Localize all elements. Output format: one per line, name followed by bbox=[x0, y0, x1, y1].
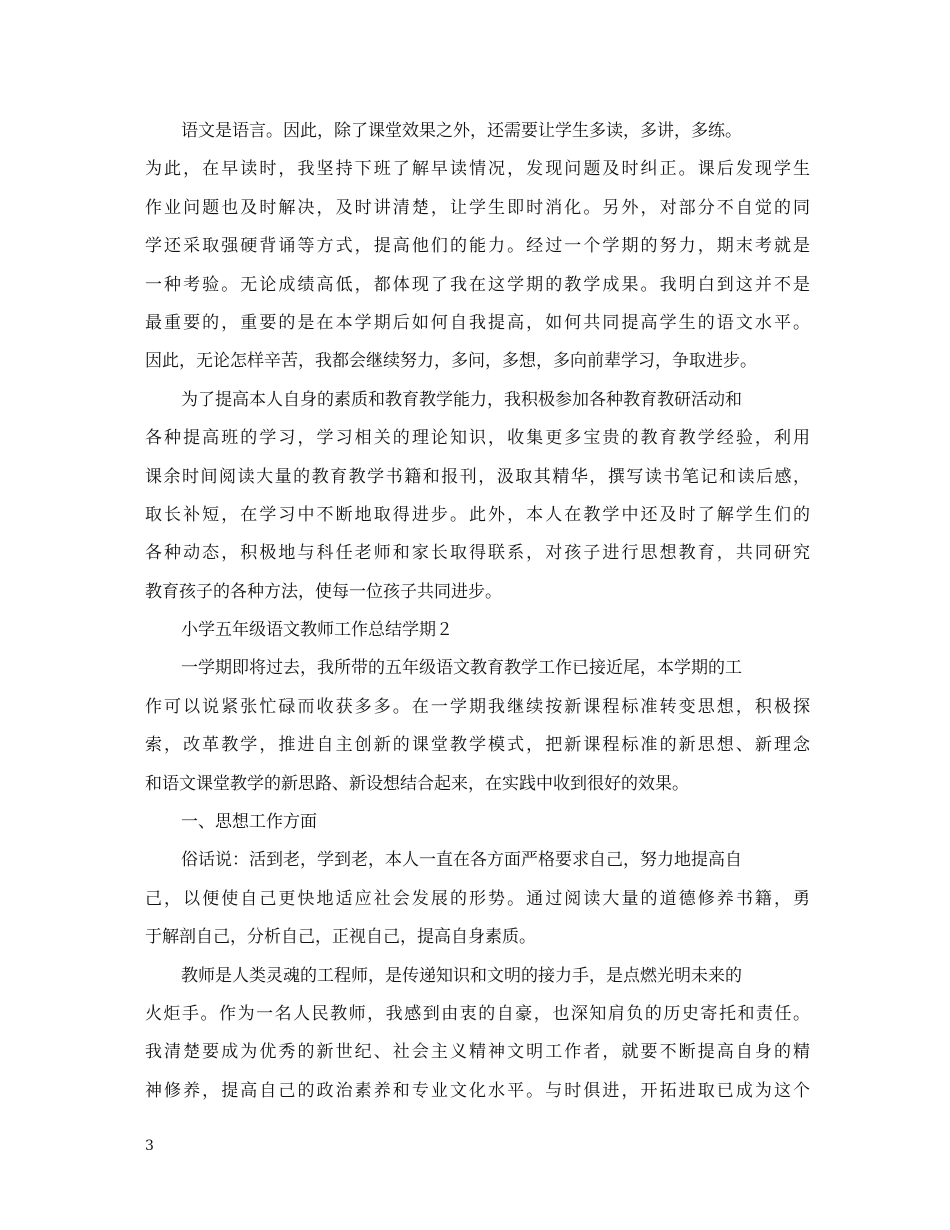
paragraph-first-line: 教师是人类灵魂的工程师，是传递知识和文明的接力手，是点燃光明未来的 bbox=[181, 965, 742, 986]
paragraph-line: 因此，无论怎样辛苦，我都会继续努力，多问，多想，多向前辈学习，争取进步。 bbox=[145, 351, 757, 372]
paragraph-line: 取长补短，在学习中不断地取得进步。此外，本人在教学中还及时了解学生们的 bbox=[145, 504, 810, 525]
paragraph-line: 各种动态，积极地与科任老师和家长取得联系，对孩子进行思想教育，共同研究 bbox=[145, 543, 810, 564]
paragraph-line: 一种考验。无论成绩高低，都体现了我在这学期的教学成果。我明白到这并不是 bbox=[145, 274, 810, 295]
paragraph-line: 作业问题也及时解决，及时讲清楚，让学生即时消化。另外，对部分不自觉的同 bbox=[145, 197, 810, 218]
page-number: 3 bbox=[145, 1138, 154, 1154]
paragraph-line: 教育孩子的各种方法，使每一位孩子共同进步。 bbox=[145, 581, 502, 602]
paragraph-line: 神修养，提高自己的政治素养和专业文化水平。与时俱进，开拓进取已成为这个 bbox=[145, 1080, 810, 1101]
paragraph-line: 我清楚要成为优秀的新世纪、社会主义精神文明工作者，就要不断提高自身的精 bbox=[145, 1042, 810, 1063]
section-title: 小学五年级语文教师工作总结学期２ bbox=[181, 620, 453, 641]
paragraph-line: 己，以便使自己更快地适应社会发展的形势。通过阅读大量的道德修养书籍，勇 bbox=[145, 888, 810, 909]
paragraph-line: 学还采取强硬背诵等方式，提高他们的能力。经过一个学期的努力，期末考就是 bbox=[145, 236, 810, 257]
paragraph-first-line: 为了提高本人自身的素质和教育教学能力，我积极参加各种教育教研活动和 bbox=[181, 389, 742, 410]
paragraph-first-line: 一学期即将过去，我所带的五年级语文教育教学工作已接近尾，本学期的工 bbox=[181, 658, 742, 679]
paragraph-line: 索，改革教学，推进自主创新的课堂教学模式，把新课程标准的新思想、新理念 bbox=[145, 735, 810, 756]
document-body bbox=[145, 112, 810, 1110]
paragraph-line: 于解剖自己，分析自己，正视自己，提高自身素质。 bbox=[145, 927, 536, 948]
paragraph-line: 最重要的，重要的是在本学期后如何自我提高，如何共同提高学生的语文水平。 bbox=[145, 312, 810, 333]
section-heading: 一、思想工作方面 bbox=[181, 812, 317, 833]
paragraph-line: 火炬手。作为一名人民教师，我感到由衷的自豪，也深知肩负的历史寄托和责任。 bbox=[145, 1003, 810, 1024]
paragraph-line: 为此，在早读时，我坚持下班了解早读情况，发现问题及时纠正。课后发现学生 bbox=[145, 159, 810, 180]
paragraph-first-line: 俗话说：活到老，学到老，本人一直在各方面严格要求自己，努力地提高自 bbox=[181, 850, 742, 871]
paragraph-line: 和语文课堂教学的新思路、新设想结合起来，在实践中收到很好的效果。 bbox=[145, 773, 689, 794]
paragraph-line: 课余时间阅读大量的教育教学书籍和报刊，汲取其精华，撰写读书笔记和读后感， bbox=[145, 466, 810, 487]
paragraph-line: 各种提高班的学习，学习相关的理论知识，收集更多宝贵的教育教学经验，利用 bbox=[145, 428, 810, 449]
paragraph-first-line: 语文是语言。因此，除了课堂效果之外，还需要让学生多读，多讲，多练。 bbox=[181, 121, 742, 141]
paragraph-line: 作可以说紧张忙碌而收获多多。在一学期我继续按新课程标准转变思想，积极探 bbox=[145, 696, 810, 717]
